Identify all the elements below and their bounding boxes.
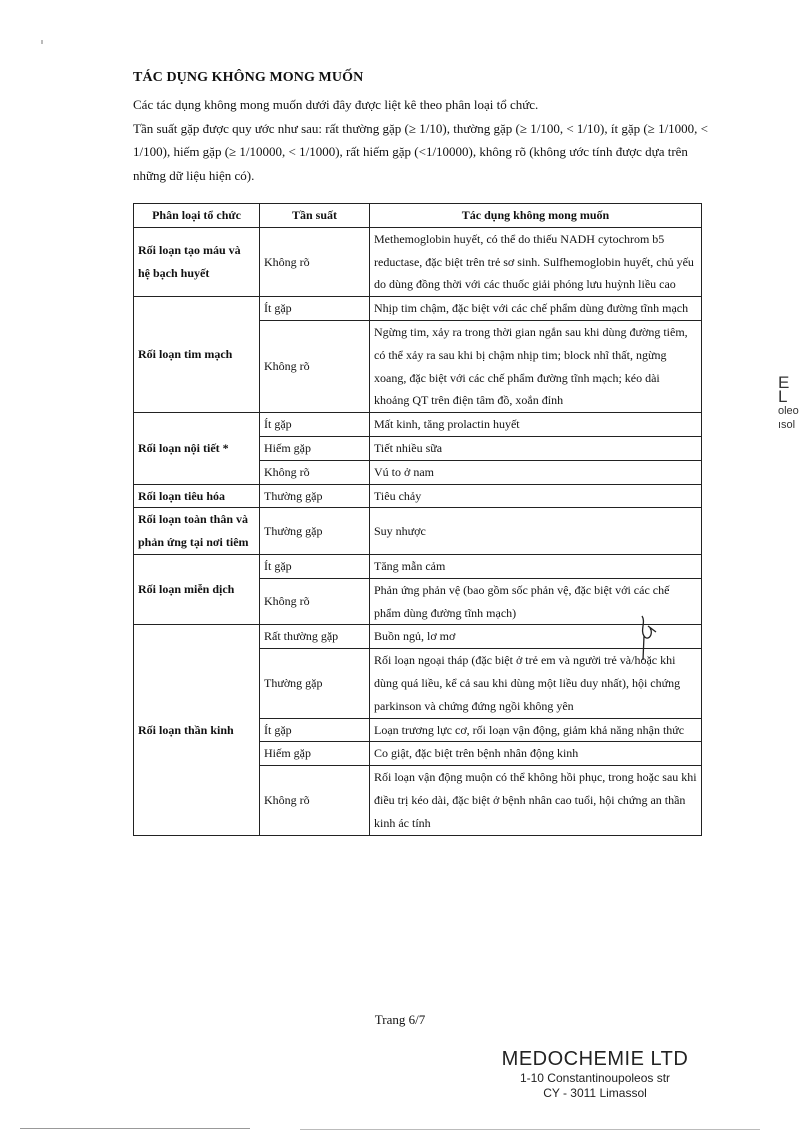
effect-cell: Tiết nhiều sữa	[370, 436, 702, 460]
frequency-cell: Không rõ	[260, 578, 370, 625]
organ-cell: Rối loạn miễn dịch	[134, 554, 260, 624]
effect-cell: Tăng mẫn cảm	[370, 554, 702, 578]
frequency-cell: Thường gặp	[260, 649, 370, 718]
effect-cell: Methemoglobin huyết, có thể do thiếu NADH cytochrom b5 reductase, đặc biệt trên trẻ sơ sinh. Sulfhemoglobin huyết, chủ yếu do dùng đồng thời với các thuốc giải phóng lưu huỳnh liều cao	[370, 227, 702, 296]
frequency-cell: Thường gặp	[260, 484, 370, 508]
edge-fragment-line-3: ısol	[778, 419, 796, 431]
section-heading: TÁC DỤNG KHÔNG MONG MUỐN	[133, 70, 364, 85]
company-name: MEDOCHEMIE LTD	[501, 1048, 689, 1070]
organ-cell: Rối loạn tiêu hóa	[134, 484, 260, 508]
effect-cell: Tiêu chảy	[370, 484, 702, 508]
effect-cell: Suy nhược	[370, 508, 702, 555]
organ-cell: Rối loạn thần kinh	[134, 625, 260, 835]
frequency-cell: Hiếm gặp	[260, 742, 370, 766]
edge-fragment-line-1: E L	[778, 373, 790, 406]
table-row	[134, 413, 702, 437]
frequency-cell: Ít gặp	[260, 718, 370, 742]
effect-cell: Mất kinh, tăng prolactin huyết	[370, 413, 702, 437]
frequency-cell: Không rõ	[260, 320, 370, 412]
frequency-cell: Không rõ	[260, 460, 370, 484]
effect-cell: Phản ứng phản vệ (bao gồm sốc phản vệ, đặc biệt với các chế phẩm dùng đường tĩnh mạch)	[370, 578, 702, 625]
table-row	[134, 625, 702, 649]
effect-cell: Rối loạn vận động muộn có thể không hồi phục, trong hoặc sau khi điều trị kéo dài, đặc biệt ở bệnh nhân cao tuổi, hội chứng an thần kinh ác tính	[370, 766, 702, 835]
frequency-cell: Thường gặp	[260, 508, 370, 555]
adverse-effects-table	[133, 203, 702, 836]
edge-fragment-line-2: oleo	[778, 405, 799, 417]
intro-paragraph: Các tác dụng không mong muốn dưới đây được liệt kê theo phân loại tổ chức.	[133, 97, 539, 112]
effect-cell: Nhịp tim chậm, đặc biệt với các chế phẩm dùng đường tĩnh mạch	[370, 297, 702, 321]
effect-cell: Ngừng tim, xảy ra trong thời gian ngắn sau khi dùng đường tiêm, có thể xảy ra sau khi bị chậm nhịp tim; block nhĩ thất, ngừng xoang, đặc biệt với các chế phẩm đường tĩnh mạch; kéo dài khoảng QT trên điện tâm đồ, xoắn đỉnh	[370, 320, 702, 412]
effect-cell: Buồn ngủ, lơ mơ	[370, 625, 702, 649]
effect-cell: Loạn trương lực cơ, rối loạn vận động, giảm khả năng nhận thức	[370, 718, 702, 742]
frequency-cell: Ít gặp	[260, 554, 370, 578]
header-effect: Tác dụng không mong muốn	[370, 204, 702, 228]
header-frequency: Tần suất	[260, 204, 370, 228]
signature-mark	[634, 612, 662, 664]
frequency-cell: Ít gặp	[260, 413, 370, 437]
header-organ: Phân loại tổ chức	[134, 204, 260, 228]
effect-cell: Co giật, đặc biệt trên bệnh nhân động kinh	[370, 742, 702, 766]
organ-cell: Rối loạn nội tiết *	[134, 413, 260, 484]
scan-line-bottom-right	[300, 1129, 760, 1130]
table-header-row	[134, 204, 702, 228]
company-address-2: CY - 3011 Limassol	[543, 1086, 647, 1100]
table-row	[134, 484, 702, 508]
company-address-1: 1-10 Constantinoupoleos str	[519, 1071, 671, 1085]
frequency-cell: Rất thường gặp	[260, 625, 370, 649]
frequency-note: Tần suất gặp được quy ước như sau: rất thường gặp (≥ 1/10), thường gặp (≥ 1/100, < 1/10), ít gặp (≥ 1/1000, < 1/100), hiếm gặp (≥ 1/10000, < 1/1000), rất hiếm gặp (<1/10000), không rõ (không ước tính được dựa trên những dữ liệu hiện có).	[133, 120, 709, 183]
organ-cell: Rối loạn tạo máu và hệ bạch huyết	[134, 227, 260, 296]
effect-cell: Rối loạn ngoại tháp (đặc biệt ở trẻ em và người trẻ và/hoặc khi dùng quá liều, kể cả sau khi dùng một liều duy nhất), hội chứng parkinson và chứng đứng ngồi không yên	[370, 649, 702, 718]
table-row	[134, 227, 702, 296]
frequency-cell: Hiếm gặp	[260, 436, 370, 460]
scan-line-bottom	[20, 1128, 250, 1129]
table-row	[134, 554, 702, 578]
page-number: Trang 6/7	[374, 1012, 426, 1027]
table-row	[134, 297, 702, 321]
frequency-cell: Không rõ	[260, 766, 370, 835]
table-row	[134, 508, 702, 555]
scan-mark-top	[41, 40, 43, 44]
effect-cell: Vú to ở nam	[370, 460, 702, 484]
frequency-cell: Không rõ	[260, 227, 370, 296]
adverse-effects-section	[133, 70, 713, 187]
cut-off-stamp-fragment	[778, 373, 800, 432]
company-stamp	[500, 1048, 690, 1101]
organ-cell: Rối loạn tim mạch	[134, 297, 260, 413]
frequency-cell: Ít gặp	[260, 297, 370, 321]
organ-cell: Rối loạn toàn thân và phản ứng tại nơi tiêm	[134, 508, 260, 555]
